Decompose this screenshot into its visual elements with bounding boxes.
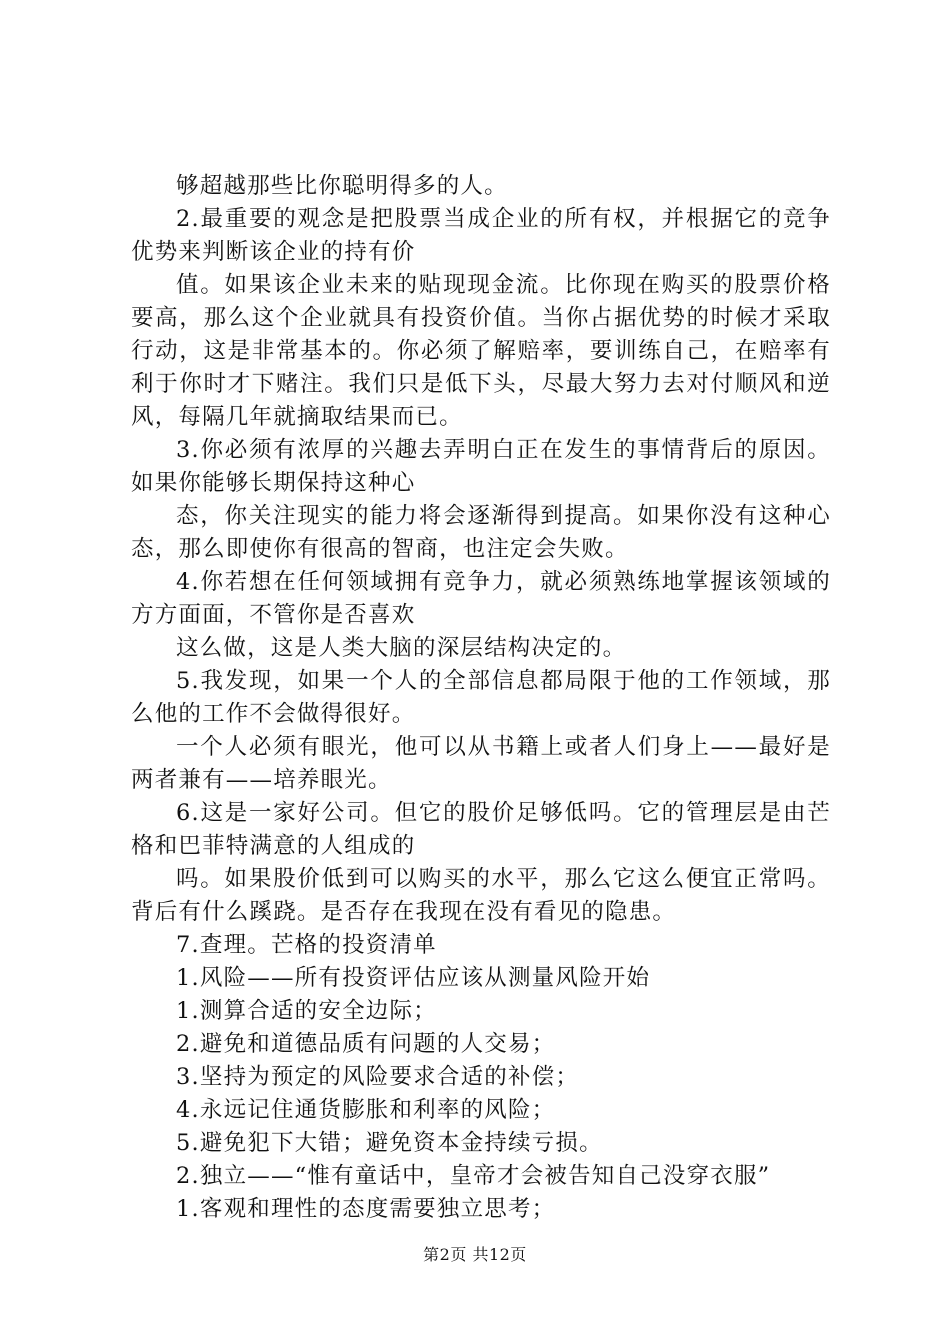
paragraph: 4.你若想在任何领域拥有竞争力，就必须熟练地掌握该领域的方方面面，不管你是否喜欢 <box>131 569 831 628</box>
paragraph: 一个人必须有眼光，他可以从书籍上或者人们身上——最好是两者兼有——培养眼光。 <box>131 734 831 793</box>
list-item: 1.风险——所有投资评估应该从测量风险开始 <box>176 965 651 991</box>
page-footer: 第2页 共12页 <box>423 1245 527 1264</box>
list-item: 5.避免犯下大错；避免资本金持续亏损。 <box>176 1130 603 1156</box>
paragraph: 5.我发现，如果一个人的全部信息都局限于他的工作领域，那么他的工作不会做得很好。 <box>131 668 831 727</box>
paragraph: 这么做，这是人类大脑的深层结构决定的。 <box>176 635 627 661</box>
list-item: 1.测算合适的安全边际； <box>176 998 437 1024</box>
list-heading: 7.查理。芒格的投资清单 <box>176 932 437 958</box>
paragraph: 态，你关注现实的能力将会逐渐得到提高。如果你没有这种心态，那么即使你有很高的智商，也注定会失败。 <box>131 503 831 562</box>
list-item: 4.永远记住通货膨胀和利率的风险； <box>176 1097 556 1123</box>
paragraph: 2.最重要的观念是把股票当成企业的所有权，并根据它的竞争优势来判断该企业的持有价 <box>131 206 831 265</box>
list-item: 2.独立——“惟有童话中，皇帝才会被告知自己没穿衣服” <box>176 1163 771 1189</box>
paragraph: 值。如果该企业未来的贴现现金流。比你现在购买的股票价格要高，那么这个企业就具有投资价值。当你占据优势的时候才采取行动，这是非常基本的。你必须了解赔率，要训练自己，在赔率有利于你时才下赌注。我们只是低下头，尽最大努力去对付顺风和逆风，每隔几年就摘取结果而已。 <box>131 272 831 430</box>
list-item: 3.坚持为预定的风险要求合适的补偿； <box>176 1064 580 1090</box>
paragraph: 6.这是一家好公司。但它的股价足够低吗。它的管理层是由芒格和巴菲特满意的人组成的 <box>131 800 831 859</box>
paragraph: 吗。如果股价低到可以购买的水平，那么它这么便宜正常吗。背后有什么蹊跷。是否存在我现在没有看见的隐患。 <box>131 866 831 925</box>
paragraph: 够超越那些比你聪明得多的人。 <box>176 173 508 199</box>
document-body <box>131 170 831 1226</box>
list-item: 1.客观和理性的态度需要独立思考； <box>176 1196 556 1222</box>
paragraph: 3.你必须有浓厚的兴趣去弄明白正在发生的事情背后的原因。如果你能够长期保持这种心 <box>131 437 831 496</box>
list-item: 2.避免和道德品质有问题的人交易； <box>176 1031 556 1057</box>
